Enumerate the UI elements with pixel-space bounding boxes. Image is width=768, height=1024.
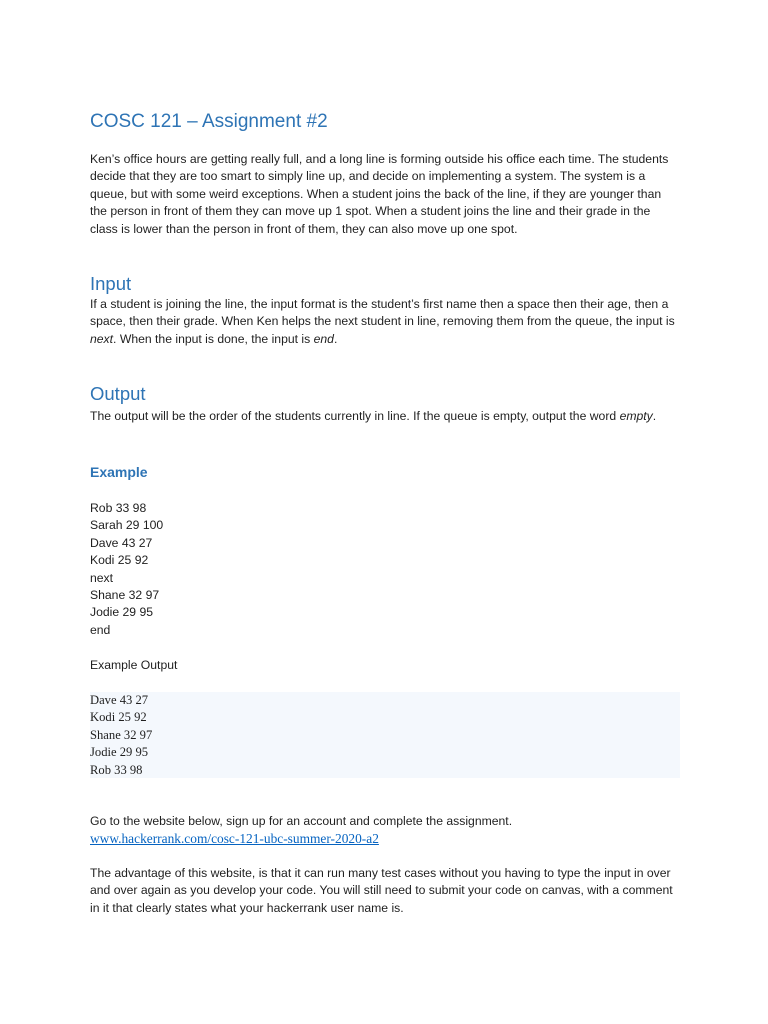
example-output-block	[90, 692, 680, 778]
example-input-line: Rob 33 98	[90, 501, 147, 515]
example-output-line: Kodi 25 92	[90, 710, 147, 725]
next-keyword: next	[90, 331, 114, 346]
example-output-line: Rob 33 98	[90, 762, 143, 777]
example-input-line: next	[90, 570, 114, 585]
hackerrank-link[interactable]: www.hackerrank.com/cosc-121-ubc-summer-2020-a2	[90, 831, 379, 846]
example-output-line: Dave 43 27	[90, 693, 149, 707]
input-paragraph	[90, 296, 680, 348]
example-input-line: Jodie 29 95	[90, 605, 154, 620]
example-input-line: end	[90, 622, 111, 637]
advantage-paragraph: The advantage of this website, is that it can run many test cases without you having to type the input in over and over again as you develop your code. You will still need to submit your code on canvas, with a comment in it that clearly states what your hackerrank user name is.	[90, 866, 673, 915]
instructions-paragraph: Go to the website below, sign up for an account and complete the assignment.	[90, 814, 513, 828]
example-output-label: Example Output	[90, 658, 178, 672]
output-text-1: The output will be the order of the students currently in line. If the queue is empty, output the word	[90, 409, 620, 423]
input-heading: Input	[90, 273, 132, 294]
input-text-3: .	[333, 331, 338, 346]
intro-paragraph: Ken’s office hours are getting really full, and a long line is forming outside his office each time. The students decide that they are too smart to simply line up, and decide on implementing a system. The system is a queue, but with some weird exceptions. When a student joins the back of the line, if they are younger than the person in front of them they can move up 1 spot. When a student joins the line and their grade in the class is lower than the person in front of them, they can also move up one spot.	[90, 152, 669, 236]
example-input-line: Sarah 29 100	[90, 518, 164, 533]
example-output-list	[90, 692, 152, 779]
example-input-line: Shane 32 97	[90, 588, 160, 603]
input-text-2: . When the input is done, the input is	[113, 331, 314, 346]
input-text-1: If a student is joining the line, the input format is the student’s first name then a space then their age, then a space, then their grade. When Ken helps the next student in line, removing them from the queue, the input is	[90, 297, 675, 329]
output-paragraph	[90, 408, 680, 425]
example-input-list	[90, 500, 163, 639]
example-input-line: Dave 43 27	[90, 535, 153, 550]
output-heading: Output	[90, 383, 146, 404]
example-input-line: Kodi 25 92	[90, 553, 149, 568]
example-output-line: Shane 32 97	[90, 727, 153, 742]
page-title: COSC 121 – Assignment #2	[90, 111, 328, 132]
empty-keyword: empty	[619, 409, 653, 423]
output-text-2: .	[652, 409, 657, 423]
end-keyword: end	[313, 331, 334, 346]
example-heading: Example	[90, 464, 148, 480]
example-output-line: Jodie 29 95	[90, 745, 149, 760]
